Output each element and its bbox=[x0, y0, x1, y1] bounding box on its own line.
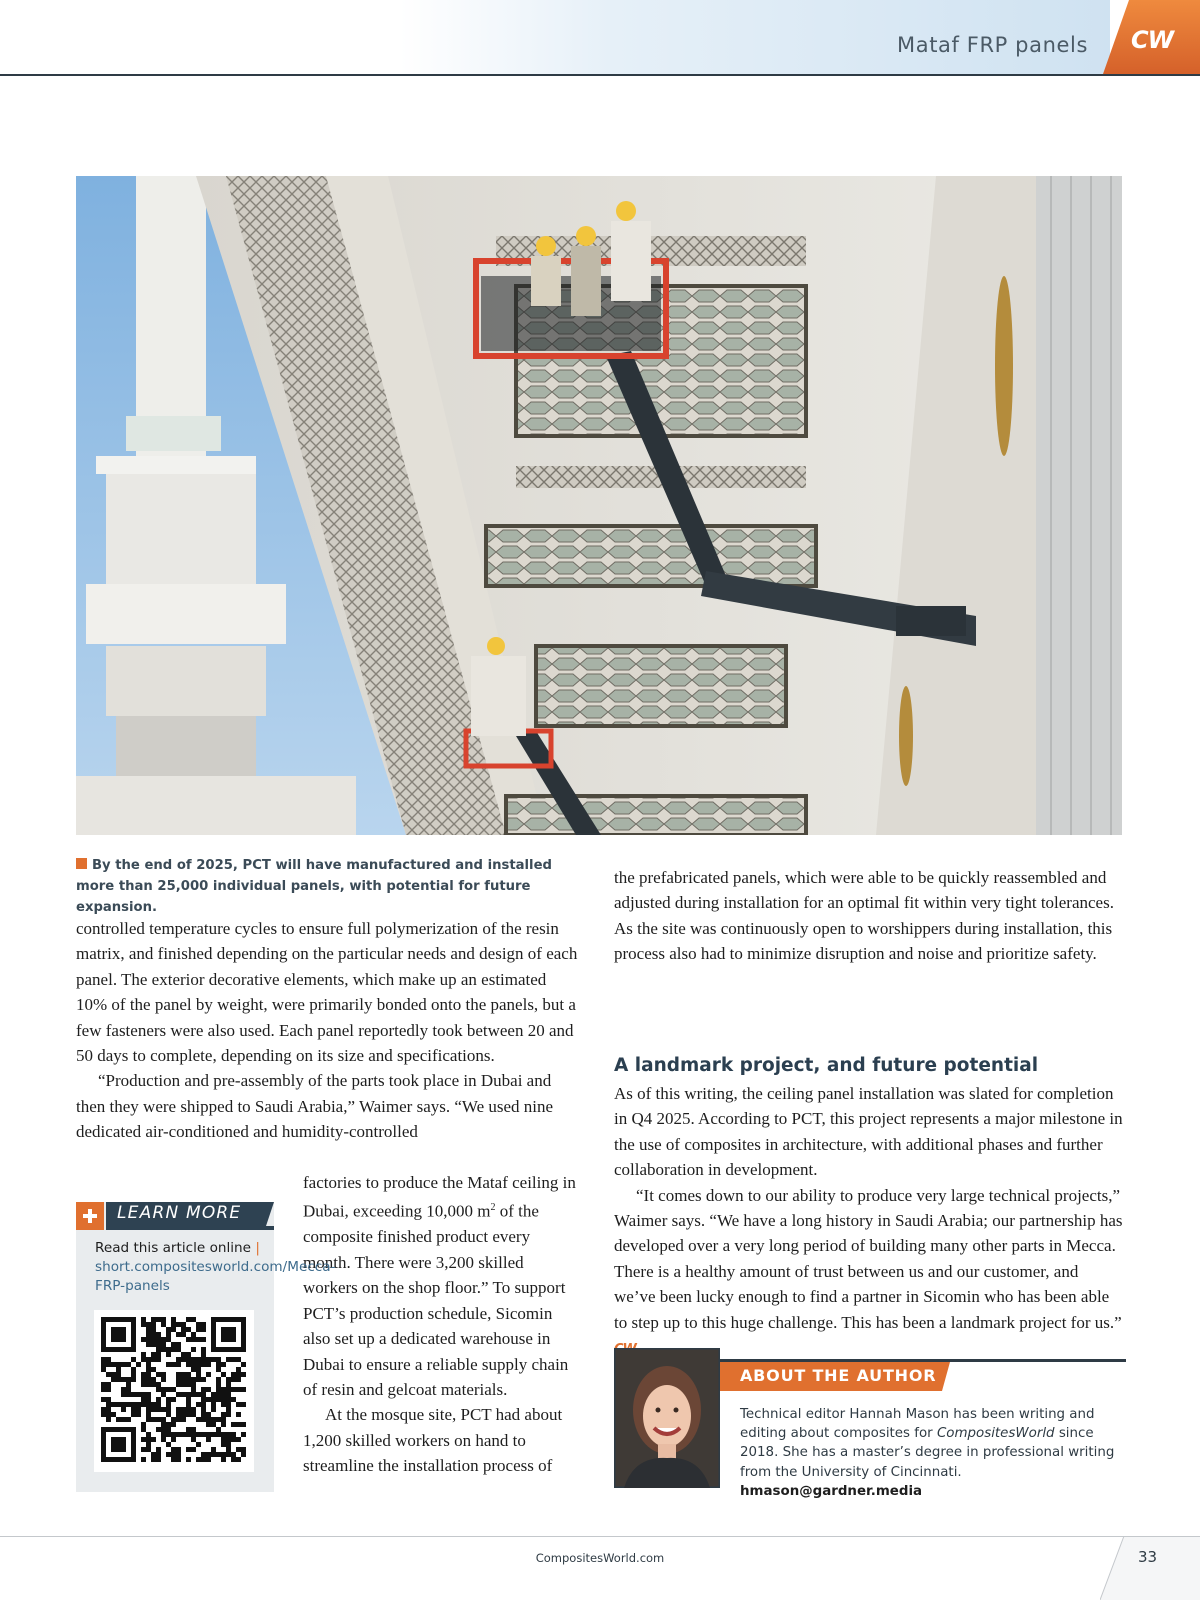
column-1-narrow bbox=[303, 1170, 581, 1479]
qr-code[interactable] bbox=[94, 1310, 254, 1472]
cw-logo-text: CW bbox=[1131, 26, 1174, 54]
col1-paragraph-1: controlled temperature cycles to ensure full polymerization of the resin matrix, and finished depending on the particular needs and design of each panel. The exterior decorative elements, which make up an estimated 10% of the panel by weight, were primarily bonded onto the panels, but a few fasteners were also used. Each panel reportedly took between 20 and 50 days to complete, depending on its size and specifications. bbox=[76, 919, 578, 1066]
col1-paragraph-2: “Production and pre-assembly of the parts took place in Dubai and then they were shipped to Saudi Arabia,” Waimer says. “We used nine dedicated air-conditioned and humidity-controlled bbox=[76, 1071, 554, 1142]
plus-icon bbox=[76, 1202, 104, 1230]
read-online-label: Read this article online | bbox=[95, 1240, 260, 1256]
page-number: 33 bbox=[1138, 1548, 1158, 1566]
author-avatar bbox=[614, 1348, 720, 1488]
col1-paragraph-2-continued: factories to produce the Mataf ceiling in Dubai, exceeding 10,000 $m^2$ of the composite finished product every month. There were 3,200 skilled workers on the shop floor.” To support PCT’s production schedule, Sicomin also set up a dedicated warehouse in Dubai to ensure a reliable supply chain of resin and gelcoat materials. bbox=[303, 1173, 576, 1399]
page-number-tab bbox=[1100, 1536, 1200, 1600]
article-link[interactable]: short.compositesworld.com/Mecca-FRP-panels bbox=[95, 1259, 336, 1294]
author-portrait bbox=[614, 1348, 720, 1488]
about-author-heading: ABOUT THE AUTHOR bbox=[740, 1366, 937, 1385]
column-2-section bbox=[614, 1053, 1124, 1362]
caption-text: By the end of 2025, PCT will have manufactured and installed more than 25,000 individual panels, with potential for future expansion. bbox=[76, 858, 552, 915]
page-header bbox=[0, 0, 1200, 76]
footer-rule bbox=[0, 1536, 1124, 1537]
learn-more-heading: LEARN MORE bbox=[117, 1203, 242, 1223]
author-email[interactable]: hmason@gardner.media bbox=[740, 1483, 923, 1499]
header-rule bbox=[0, 74, 1200, 76]
col2-paragraph-1: the prefabricated panels, which were able to be quickly reassembled and adjusted during installation for an optimal fit within very tight tolerances. As the site was continuously open to worshippers during installation, this process also had to minimize disruption and noise and prioritize safety. bbox=[614, 868, 1114, 964]
qr-code-icon bbox=[94, 1310, 254, 1472]
section-heading: A landmark project, and future potential bbox=[614, 1055, 1039, 1076]
column-2 bbox=[614, 865, 1124, 967]
hero-photo bbox=[76, 176, 1122, 835]
caption-bullet-icon bbox=[76, 858, 87, 869]
author-bio: Technical editor Hannah Mason has been writing and editing about composites for CompositesWorld since 2018. She has a master’s degree in professional writing from the University of Cincinnati. hmason@gardner.media bbox=[740, 1407, 1115, 1499]
ceiling-installation-image bbox=[76, 176, 1122, 835]
photo-caption bbox=[76, 855, 566, 918]
col2-paragraph-3: “It comes down to our ability to produce very large technical projects,” Waimer says. “We have a long history in Saudi Arabia; our partnership has developed over a very long period of building many other parts in Mecca. There is a healthy amount of trust between us and our customer, and we’ve been lucky enough to find a partner in Sicomin who has been able to step up to this huge challenge. This has been a landmark project for us.” bbox=[614, 1183, 1124, 1363]
section-title: Mataf FRP panels bbox=[897, 33, 1088, 57]
col2-paragraph-2: As of this writing, the ceiling panel installation was slated for completion in Q4 2025. According to PCT, this project represents a major milestone in the use of composites in architecture, with additional phases and further collaboration in development. bbox=[614, 1084, 1123, 1180]
column-1 bbox=[76, 916, 581, 1145]
footer-site: CompositesWorld.com bbox=[535, 1551, 665, 1565]
col1-paragraph-3: At the mosque site, PCT had about 1,200 skilled workers on hand to streamline the installation process of bbox=[303, 1405, 563, 1476]
